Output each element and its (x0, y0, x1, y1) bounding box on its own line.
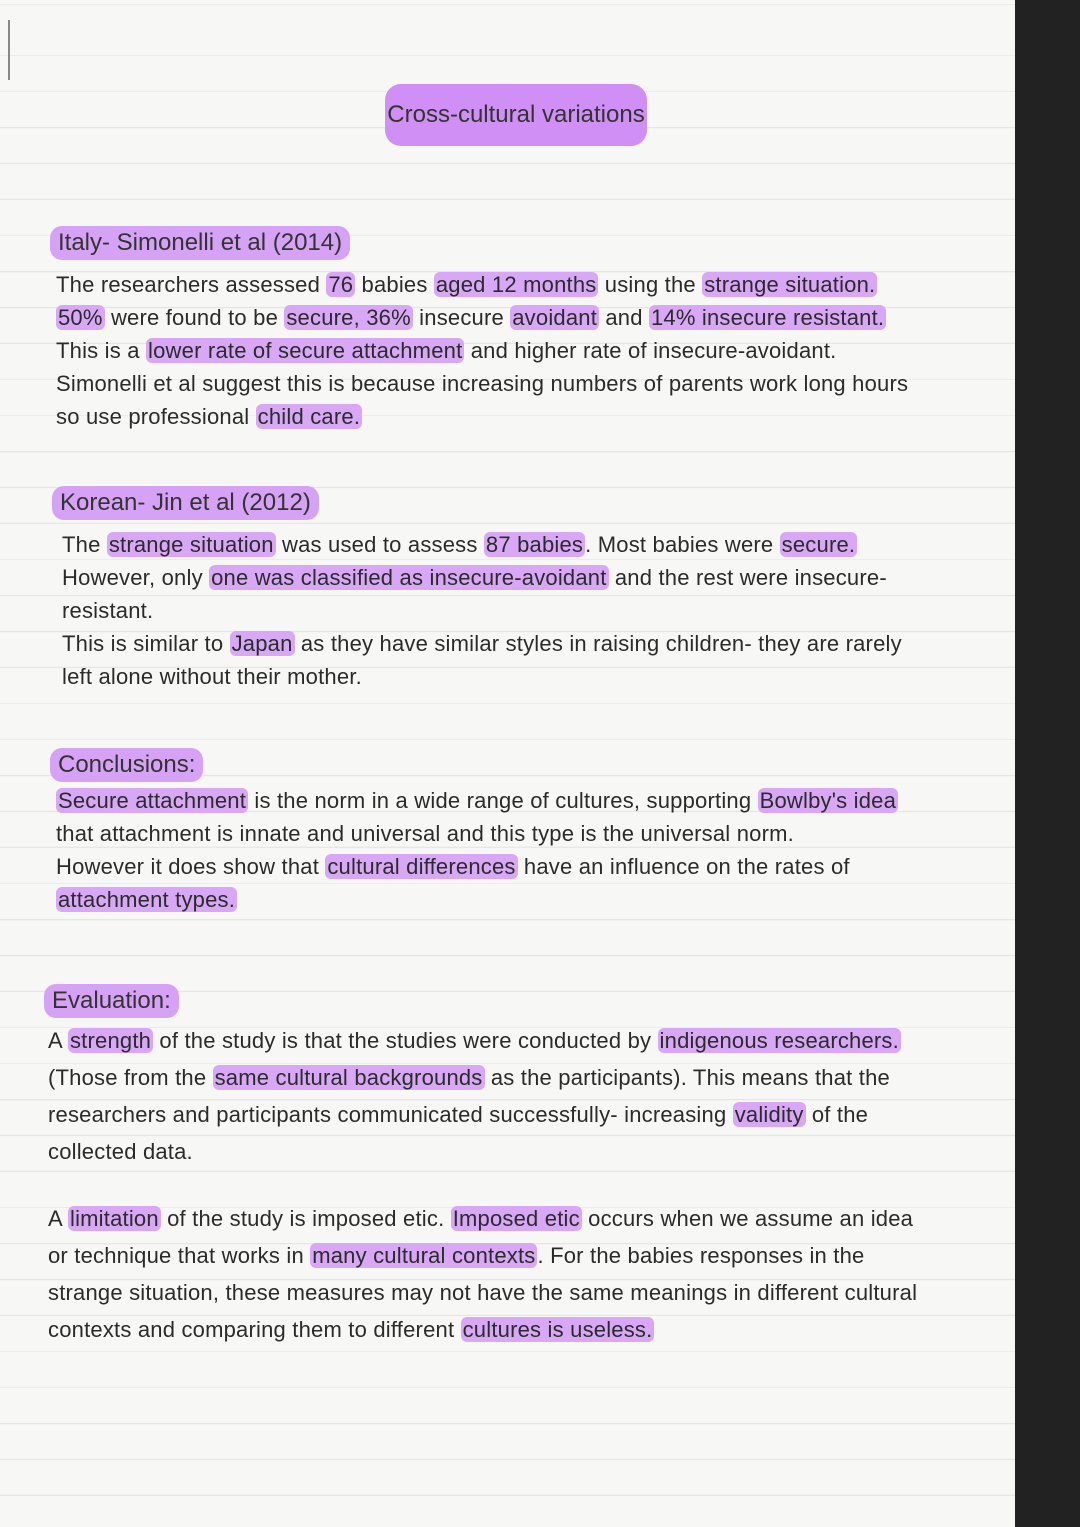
italy-line-4: Simonelli et al suggest this is because increasing numbers of parents work long hours (56, 371, 909, 396)
italy-body (56, 268, 1050, 433)
evaluation-body (48, 1022, 1044, 1348)
italy-line-2: 50% were found to be secure, 36% insecure avoidant and 14% insecure resistant. (58, 305, 885, 330)
korea-line-2: However, only one was classified as insecure-avoidant and the rest were insecure- (62, 565, 887, 590)
conclusions-line-4: attachment types. (58, 887, 236, 912)
italy-line-5: so use professional child care. (56, 404, 361, 429)
conclusions-line-2: that attachment is innate and universal and this type is the universal norm. (56, 821, 794, 846)
section-korea (52, 486, 1052, 693)
conclusions-line-1: Secure attachment is the norm in a wide range of cultures, supporting Bowlby's idea (58, 788, 897, 813)
italy-heading: Italy- Simonelli et al (2014) (50, 226, 350, 260)
korea-line-1: The strange situation was used to assess 87 babies. Most babies were secure. (62, 532, 856, 557)
evaluation-line-1: A strength of the study is that the studies were conducted by indigenous researchers. (48, 1028, 899, 1053)
conclusions-heading: Conclusions: (50, 748, 203, 782)
korea-body (62, 528, 1052, 693)
korea-heading: Korean- Jin et al (2012) (52, 486, 319, 520)
margin-line (8, 20, 10, 80)
evaluation-line-4: collected data. (48, 1139, 193, 1164)
evaluation-line-2: (Those from the same cultural backgrounds as the participants). This means that the (48, 1065, 890, 1090)
conclusions-body (56, 784, 1050, 916)
section-conclusions (50, 748, 1050, 916)
section-evaluation (44, 984, 1044, 1348)
korea-line-4: This is similar to Japan as they have similar styles in raising children- they are rarely (62, 631, 902, 656)
korea-line-5: left alone without their mother. (62, 664, 362, 689)
korea-line-3: resistant. (62, 598, 154, 623)
evaluation-heading: Evaluation: (44, 984, 179, 1018)
page-title: Cross-cultural variations (385, 84, 647, 146)
limitation-line-4: contexts and comparing them to different cultures is useless. (48, 1317, 653, 1342)
evaluation-line-3: researchers and participants communicated successfully- increasing validity of the (48, 1102, 869, 1127)
notebook-spine (1015, 0, 1080, 1527)
italy-line-1: The researchers assessed 76 babies aged 12 months using the strange situation. (56, 272, 876, 297)
italy-line-3: This is a lower rate of secure attachment and higher rate of insecure-avoidant. (56, 338, 837, 363)
section-italy (50, 226, 1050, 433)
conclusions-line-3: However it does show that cultural differences have an influence on the rates of (56, 854, 850, 879)
limitation-line-1: A limitation of the study is imposed etic. Imposed etic occurs when we assume an idea (48, 1206, 914, 1231)
limitation-line-2: or technique that works in many cultural contexts. For the babies responses in the (48, 1243, 865, 1268)
limitation-line-3: strange situation, these measures may not have the same meanings in different cultural (48, 1280, 918, 1305)
